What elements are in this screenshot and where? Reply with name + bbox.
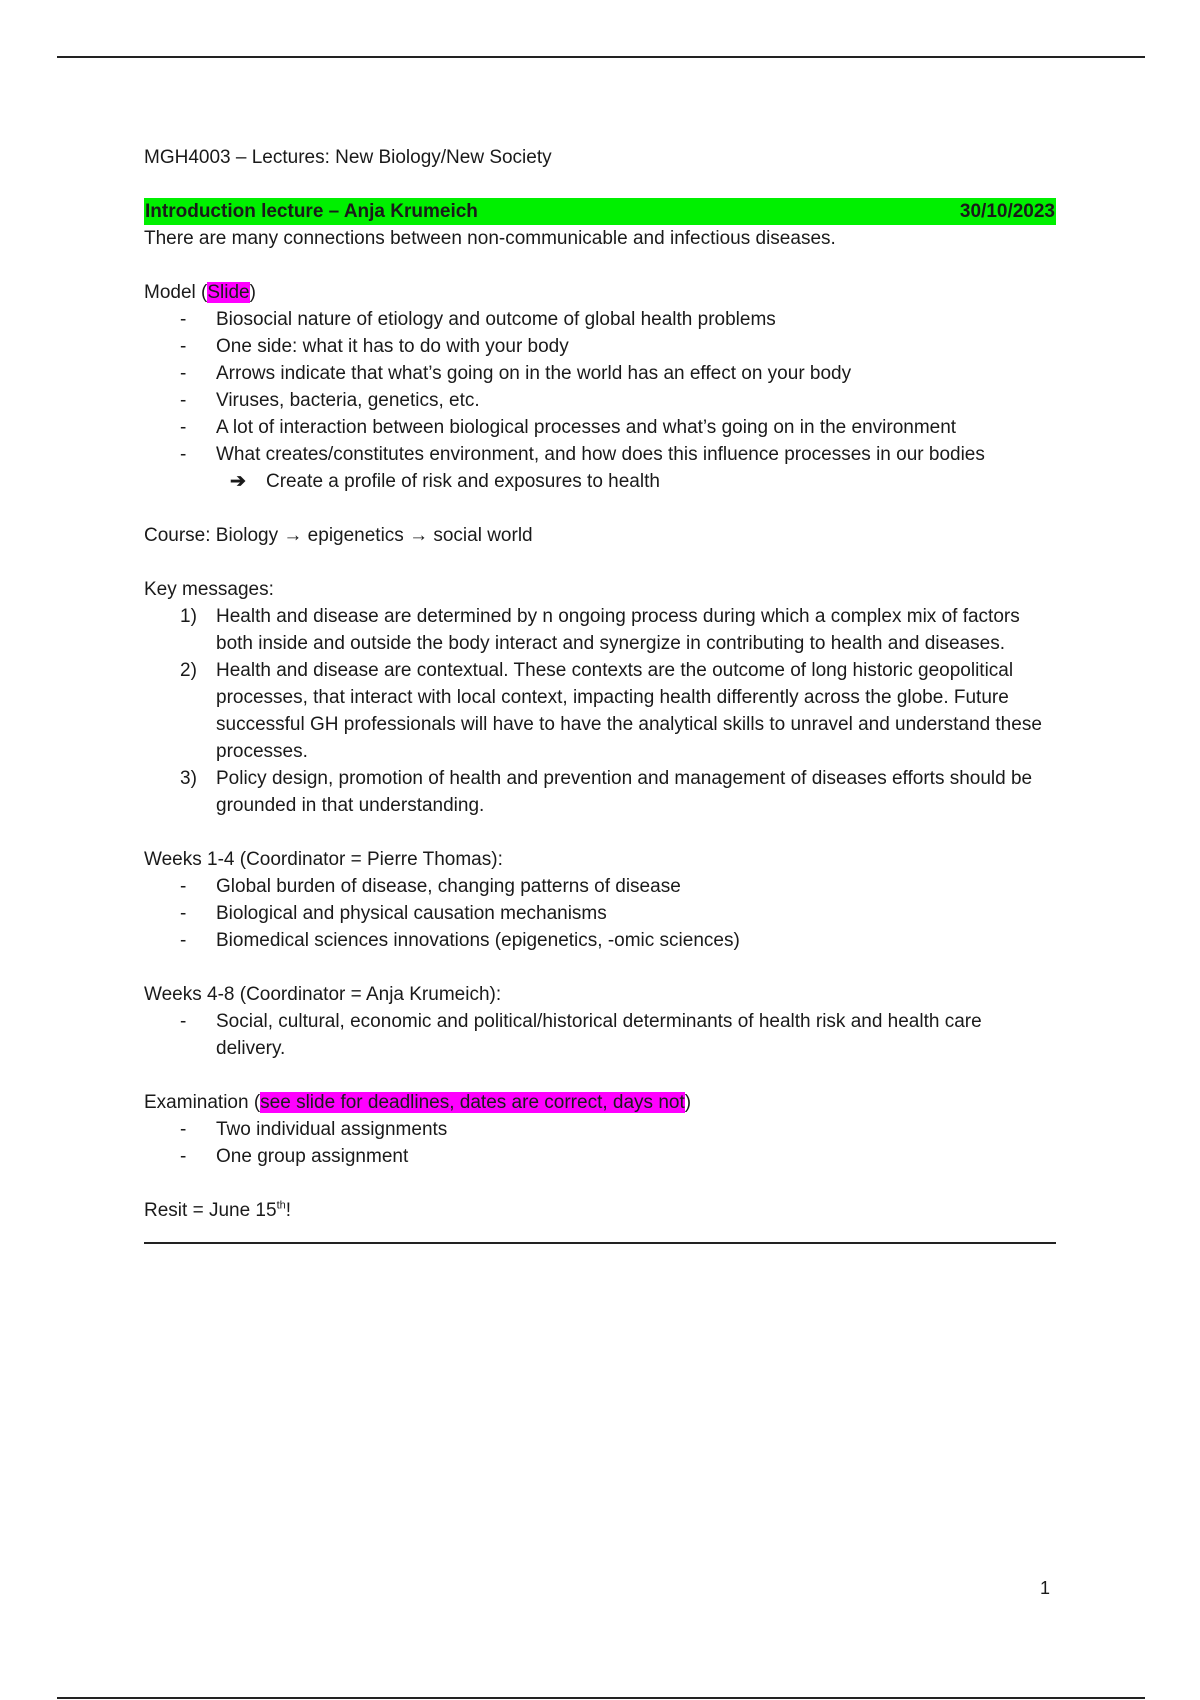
bottom-rule	[57, 1697, 1145, 1699]
key-messages-label: Key messages:	[144, 579, 274, 600]
weeks-4-8-label: Weeks 4-8 (Coordinator = Anja Krumeich):	[144, 984, 502, 1005]
list-item: - Arrows indicate that what’s going on in the world has an effect on your body	[180, 363, 852, 384]
list-item: 2) Health and disease are contextual. These contexts are the outcome of long historic geopolitical processes, that interact with local context, impacting health differently across the globe. Future successful GH professionals will have to have the analytical skills to unravel and understand these processes.	[180, 660, 1042, 762]
weeks-1-4-label: Weeks 1-4 (Coordinator = Pierre Thomas):	[144, 849, 503, 870]
list-item: - Biomedical sciences innovations (epigenetics, -omic sciences)	[180, 930, 740, 951]
top-rule	[57, 56, 1145, 58]
page-number: 1	[1040, 1578, 1051, 1598]
key-messages-list	[144, 603, 1056, 819]
section-divider	[144, 1242, 1056, 1244]
section-header-date: 30/10/2023	[959, 201, 1055, 222]
list-item: - Biosocial nature of etiology and outcome of global health problems	[180, 309, 776, 330]
list-item: - Viruses, bacteria, genetics, etc.	[180, 390, 480, 411]
list-item: 1) Health and disease are determined by n ongoing process during which a complex mix of factors both inside and outside the body interact and synergize in contributing to health and diseases.	[180, 606, 1020, 654]
slide-highlight: Slide	[207, 282, 250, 303]
list-item: - Global burden of disease, changing patterns of disease	[180, 876, 681, 897]
resit-line: Resit = June 15th!	[144, 1199, 292, 1221]
examination-label: Examination (see slide for deadlines, dates are correct, days not)	[144, 1092, 692, 1113]
section-header-title: Introduction lecture – Anja Krumeich	[145, 201, 478, 222]
list-item: - Two individual assignments	[180, 1119, 448, 1140]
document-body	[144, 144, 1056, 1244]
deadline-highlight: see slide for deadlines, dates are correct, days not	[260, 1092, 685, 1113]
intro-text: There are many connections between non-communicable and infectious diseases.	[144, 228, 836, 249]
examination-list	[144, 1116, 1056, 1170]
document-title: MGH4003 – Lectures: New Biology/New Society	[144, 147, 552, 168]
model-bullet-list	[144, 306, 1056, 468]
arrow-item: ➔ Create a profile of risk and exposures to health	[144, 468, 1056, 495]
list-item: - What creates/constitutes environment, and how does this influence processes in our bodies	[180, 444, 985, 465]
arrow-right-icon: ➔	[230, 471, 246, 492]
course-line: Course: Biology → epigenetics → social world	[144, 525, 533, 546]
weeks-1-4-list	[144, 873, 1056, 954]
list-item: - Social, cultural, economic and political/historical determinants of health risk and health care delivery.	[180, 1011, 982, 1059]
list-item: - A lot of interaction between biological processes and what’s going on in the environment	[180, 417, 957, 438]
list-item: - One group assignment	[180, 1146, 409, 1167]
list-item: - Biological and physical causation mechanisms	[180, 903, 607, 924]
section-header	[144, 198, 1056, 225]
list-item: 3) Policy design, promotion of health and prevention and management of diseases efforts should be grounded in that understanding.	[180, 768, 1033, 816]
model-label: Model (Slide)	[144, 282, 256, 303]
list-item: - One side: what it has to do with your body	[180, 336, 569, 357]
weeks-4-8-list	[144, 1008, 1056, 1062]
